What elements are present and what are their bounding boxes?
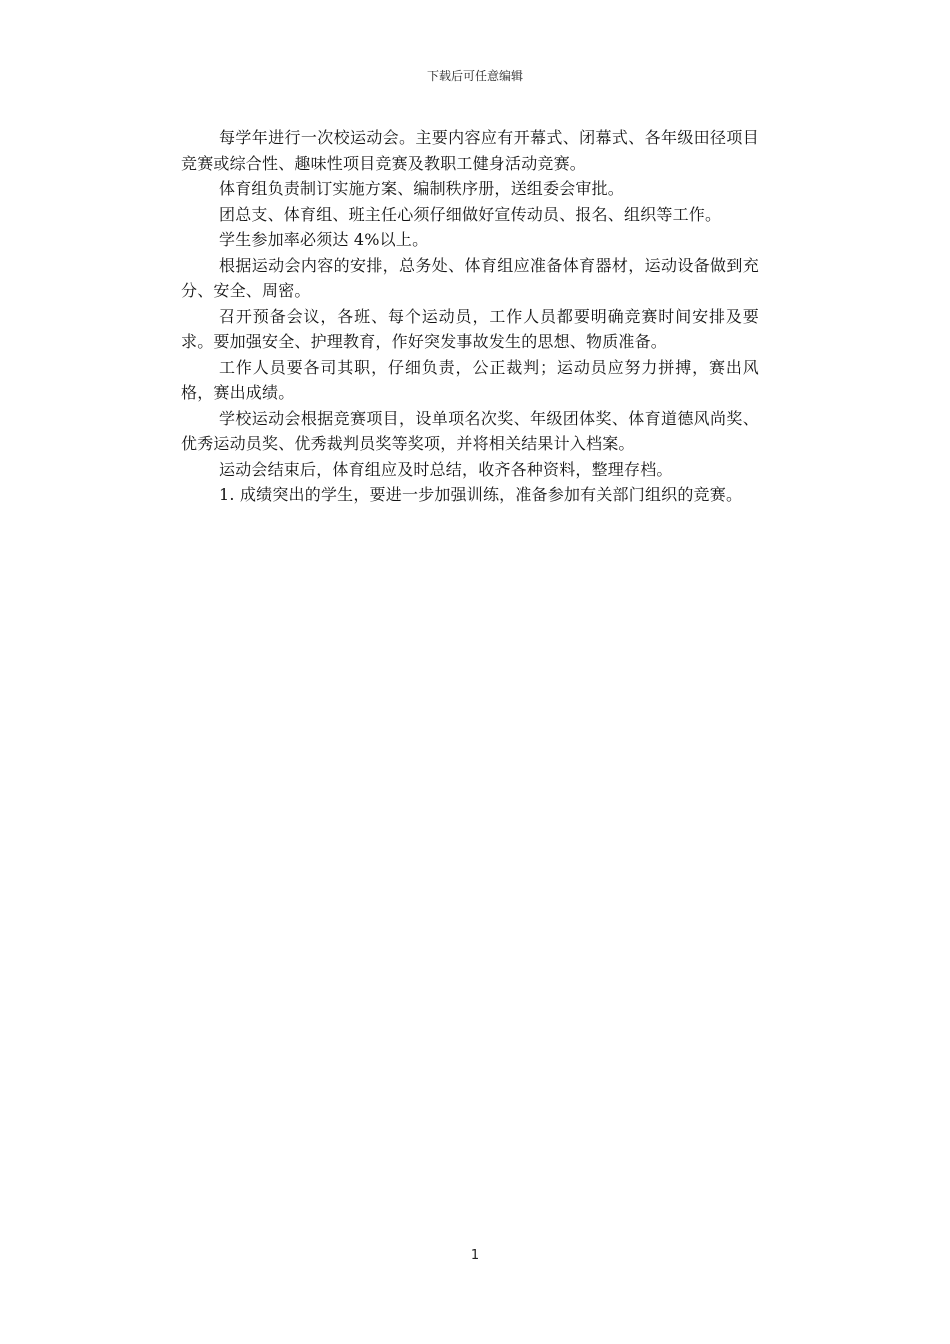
paragraph: 团总支、体育组、班主任心须仔细做好宣传动员、报名、组织等工作。 [219,204,722,224]
paragraph: 学校运动会根据竞赛项目，设单项名次奖、年级团体奖、体育道德风尚奖、优秀运动员奖、优秀裁判员奖等奖项，并将相关结果计入档案。 [181,408,759,453]
paragraph: 运动会结束后，体育组应及时总结，收齐各种资料，整理存档。 [219,459,673,479]
page-number: 1 [470,1248,480,1263]
paragraph: 工作人员要各司其职，仔细负责，公正裁判；运动员应努力拼搏，赛出风格，赛出成绩。 [181,357,759,402]
paragraph: 每学年进行一次校运动会。主要内容应有开幕式、闭幕式、各年级田径项目竞赛或综合性、趣味性项目竞赛及教职工健身活动竞赛。 [181,128,759,173]
paragraph: 根据运动会内容的安排，总务处、体育组应准备体育器材，运动设备做到充分、安全、周密。 [181,255,759,300]
paragraph: 召开预备会议，各班、每个运动员，工作人员都要明确竞赛时间安排及要求。要加强安全、护理教育，作好突发事故发生的思想、物质准备。 [181,306,759,351]
paragraph: 体育组负责制订实施方案、编制秩序册，送组委会审批。 [219,179,625,198]
document-body [181,125,759,508]
paragraph: 学生参加率必须达 4%以上。 [219,230,429,249]
page-header: 下载后可任意编辑 [426,69,523,83]
paragraph: 1. 成绩突出的学生，要进一步加强训练，准备参加有关部门组织的竞赛。 [219,485,743,504]
